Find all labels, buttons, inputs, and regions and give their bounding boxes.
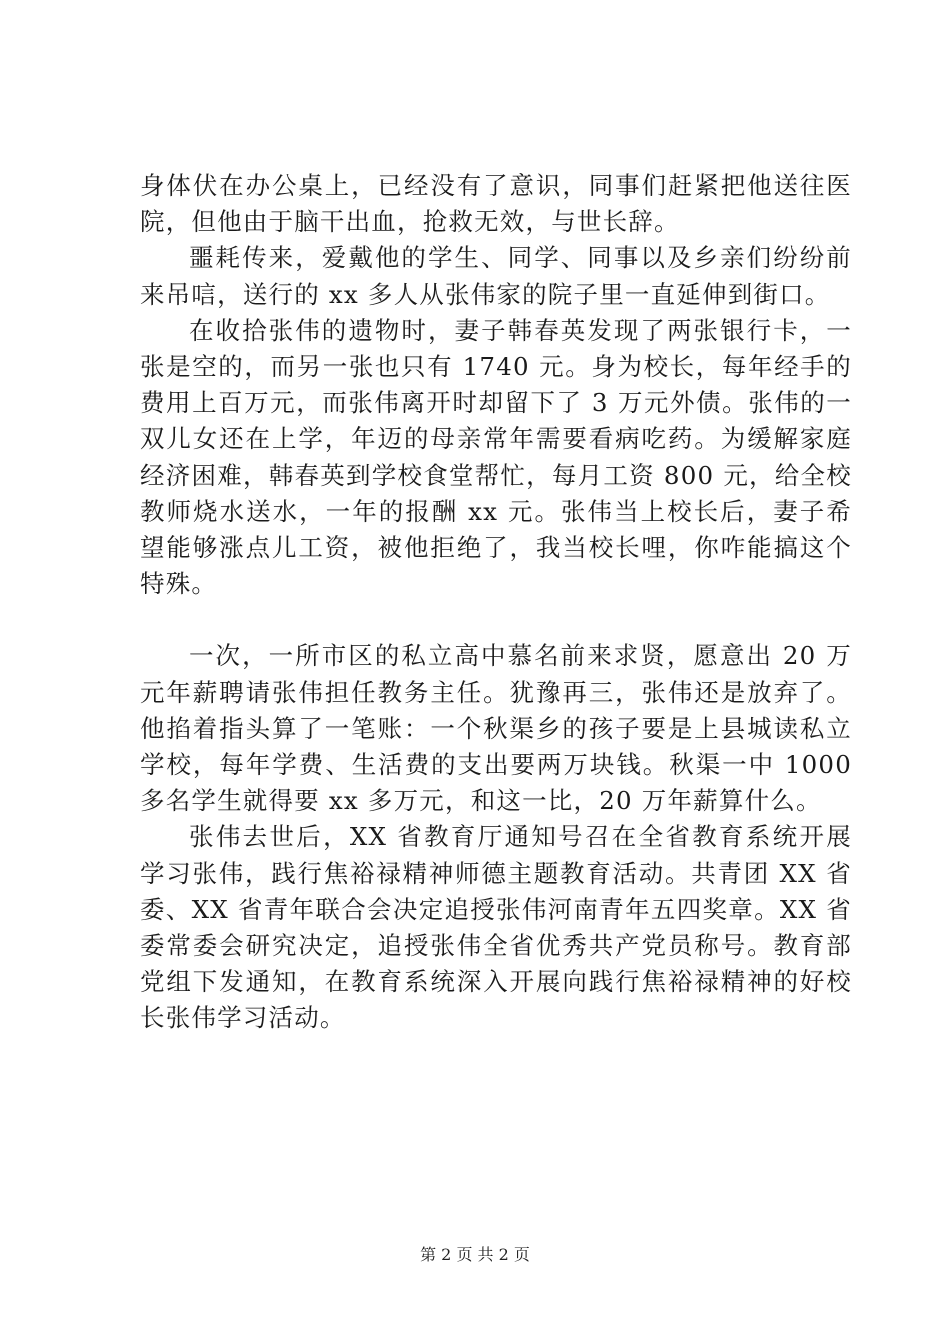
- document-body: [140, 168, 861, 1037]
- paragraph-5: 张伟去世后，XX 省教育厅通知号召在全省教育系统开展学习张伟，践行焦裕禄精神师德主题教育活动。共青团 XX 省委、XX 省青年联合会决定追授张伟河南青年五四奖章。XX 省委常委会研究决定，追授张伟全省优秀共产党员称号。教育部党组下发通知，在教育系统深入开展向践行焦裕禄精神的好校长张伟学习活动。: [140, 822, 852, 1033]
- paragraph-4: 一次，一所市区的私立高中慕名前来求贤，愿意出 20 万元年薪聘请张伟担任教务主任。犹豫再三，张伟还是放弃了。他掐着指头算了一笔账：一个秋渠乡的孩子要是上县城读私立学校，每年学费、生活费的支出要两万块钱。秋渠一中 1000 多名学生就得要 xx 多万元，和这一比，20 万年薪算什么。: [140, 641, 861, 816]
- paragraph-2: 噩耗传来，爱戴他的学生、同学、同事以及乡亲们纷纷前来吊唁，送行的 xx 多人从张伟家的院子里一直延伸到街口。: [140, 243, 852, 309]
- page-number-footer: 第 2 页 共 2 页: [420, 1245, 530, 1264]
- paragraph-1: 身体伏在办公桌上，已经没有了意识，同事们赶紧把他送往医院，但他由于脑干出血，抢救无效，与世长辞。: [140, 171, 852, 237]
- paragraph-spacer: [140, 602, 852, 638]
- paragraph-3: 在收拾张伟的遗物时，妻子韩春英发现了两张银行卡，一张是空的，而另一张也只有 1740 元。身为校长，每年经手的费用上百万元，而张伟离开时却留下了 3 万元外债。张伟的一双儿女还在上学，年迈的母亲常年需要看病吃药。为缓解家庭经济困难，韩春英到学校食堂帮忙，每月工资 800 元，给全校教师烧水送水，一年的报酬 xx 元。张伟当上校长后，妻子希望能够涨点儿工资，被他拒绝了，我当校长哩，你咋能搞这个特殊。: [140, 315, 852, 599]
